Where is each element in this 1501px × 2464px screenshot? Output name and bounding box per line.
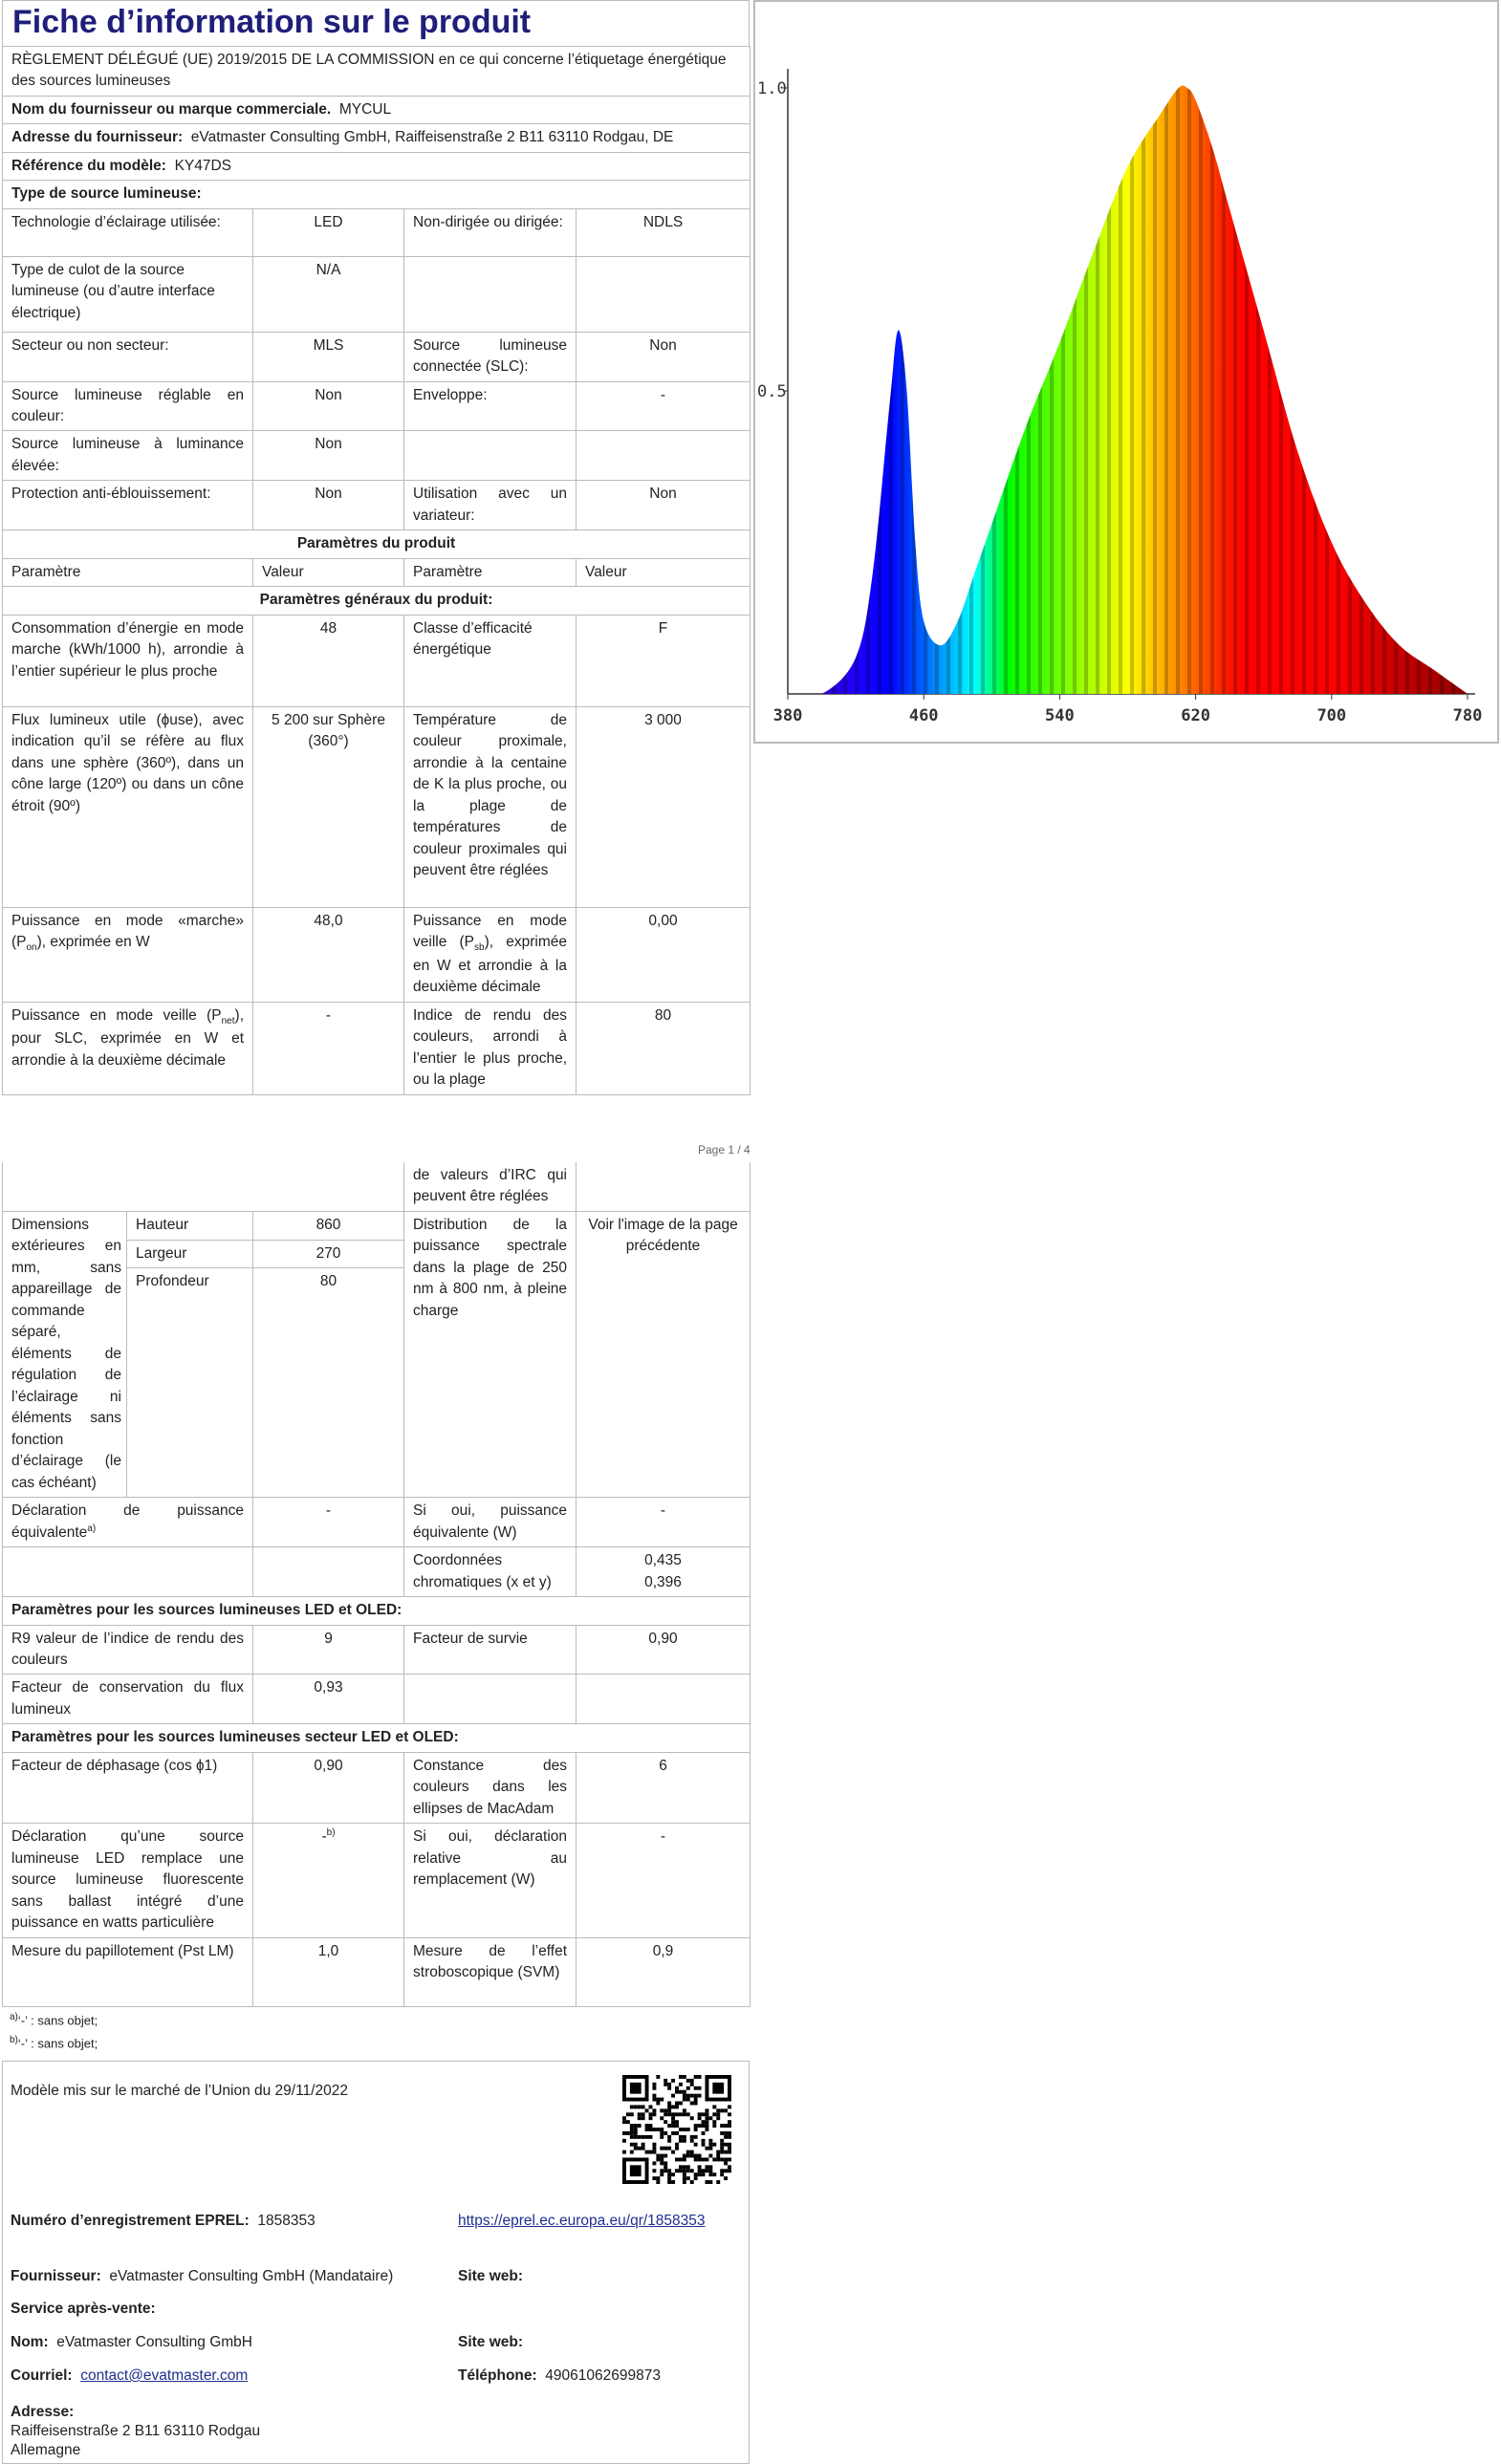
spectrum-svg bbox=[755, 2, 1497, 742]
equivalent-watts-label: Si oui, puissance équivalente (W) bbox=[404, 1498, 576, 1547]
equivalent-watts-value: - bbox=[576, 1498, 750, 1547]
model-row bbox=[3, 152, 750, 180]
eprel-link[interactable]: https://eprel.ec.europa.eu/qr/1858353 bbox=[458, 2212, 706, 2229]
tech-value: LED bbox=[253, 208, 404, 256]
empty-cell bbox=[404, 431, 576, 481]
svm-label: Mesure de l’effet stroboscopique (SVM) bbox=[404, 1937, 576, 2006]
x-tick-label: 460 bbox=[908, 706, 939, 725]
x-tick-label: 780 bbox=[1452, 706, 1483, 725]
flux-maintenance-label: Facteur de conservation du flux lumineux bbox=[3, 1675, 253, 1724]
macadam-label: Constance des couleurs dans les ellipses de MacAdam bbox=[404, 1752, 576, 1823]
page-number: Page 1 / 4 bbox=[698, 1143, 750, 1156]
website-label-2: Site web: bbox=[458, 2333, 524, 2350]
source-type-heading: Type de source lumineuse: bbox=[3, 181, 750, 208]
spd-value: Voir l'image de la page précédente bbox=[576, 1211, 750, 1497]
page-title: Fiche d’information sur le produit bbox=[2, 0, 750, 46]
empty-cell bbox=[576, 1675, 750, 1724]
efficiency-class-value: F bbox=[576, 615, 750, 706]
eprel-row: Numéro d’enregistrement EPREL: 1858353 bbox=[11, 2212, 315, 2229]
mains-label: Secteur ou non secteur: bbox=[3, 332, 253, 381]
address-line-2: Allemagne bbox=[11, 2441, 81, 2458]
spd-label: Distribution de la puissance spectrale dans la plage de 250 nm à 800 nm, à pleine charge bbox=[404, 1211, 576, 1497]
equivalent-power-label: Déclaration de puissance équivalente$^{a)}$ bbox=[3, 1498, 253, 1547]
model-label: Référence du modèle: bbox=[11, 157, 166, 174]
general-params-heading: Paramètres généraux du produit: bbox=[3, 587, 750, 615]
empty-cell bbox=[576, 431, 750, 481]
supplier-address-row bbox=[3, 124, 750, 152]
displacement-factor-value: 0,90 bbox=[253, 1752, 404, 1823]
empty-cell bbox=[576, 1162, 750, 1211]
replacement-watts-value: - bbox=[576, 1824, 750, 1937]
led-params-heading: Paramètres pour les sources lumineuses LED et OLED: bbox=[3, 1597, 750, 1625]
eprel-number: 1858353 bbox=[257, 2212, 315, 2229]
dim-value-height: 860 bbox=[253, 1211, 404, 1240]
col-value-header: Valeur bbox=[253, 558, 404, 586]
supplier-address-value: eVatmaster Consulting GmbH, Raiffeisenstraße 2 B11 63110 Rodgau, DE bbox=[190, 129, 674, 146]
email-link[interactable]: contact@evatmaster.com bbox=[80, 2367, 249, 2384]
chart-area bbox=[788, 86, 1468, 694]
high-luminance-label: Source lumineuse à luminance élevée: bbox=[3, 431, 253, 481]
dim-name-height: Hauteur bbox=[127, 1211, 253, 1240]
dim-name-width: Largeur bbox=[127, 1240, 253, 1268]
equivalent-power-value: - bbox=[253, 1498, 404, 1547]
empty-cell bbox=[253, 1547, 404, 1597]
website-label: Site web: bbox=[458, 2267, 524, 2284]
luminous-flux-value: 5 200 sur Sphère (360°) bbox=[253, 706, 404, 907]
flux-maintenance-value: 0,93 bbox=[253, 1675, 404, 1724]
color-tunable-label: Source lumineuse réglable en couleur: bbox=[3, 381, 253, 431]
color-tunable-value: Non bbox=[253, 381, 404, 431]
col-param-header: Paramètre bbox=[404, 558, 576, 586]
energy-consumption-value: 48 bbox=[253, 615, 404, 706]
svm-value: 0,9 bbox=[576, 1937, 750, 2006]
envelope-value: - bbox=[576, 381, 750, 431]
dim-name-depth: Profondeur bbox=[127, 1268, 253, 1498]
tech-label: Technologie d’éclairage utilisée: bbox=[3, 208, 253, 256]
directional-value: NDLS bbox=[576, 208, 750, 256]
dimensions-label: Dimensions extérieures en mm, sans appareillage de commande séparé, éléments de régulation de l’éclairage ni éléments sans fonction d’éclairage (le cas échéant) bbox=[3, 1211, 127, 1497]
supplier-name-label: Nom du fournisseur ou marque commerciale. bbox=[11, 100, 332, 118]
footnote-a: $^{a)}$‘-’ : sans objet; bbox=[10, 2011, 98, 2027]
macadam-value: 6 bbox=[576, 1752, 750, 1823]
chromaticity-values bbox=[576, 1547, 750, 1597]
x-tick-label: 700 bbox=[1316, 706, 1347, 725]
anti-glare-value: Non bbox=[253, 481, 404, 530]
x-tick-label: 540 bbox=[1045, 706, 1075, 725]
empty-cell bbox=[3, 1162, 404, 1211]
supplier-address-label: Adresse du fournisseur: bbox=[11, 129, 184, 146]
spectral-distribution-chart bbox=[753, 0, 1499, 744]
col-param-header: Paramètre bbox=[3, 558, 253, 586]
chromaticity-label: Coordonnées chromatiques (x et y) bbox=[404, 1547, 576, 1597]
flicker-value: 1,0 bbox=[253, 1937, 404, 2006]
cap-type-value: N/A bbox=[253, 256, 404, 332]
header-table bbox=[2, 46, 750, 1095]
chromaticity-y: 0,396 bbox=[644, 1573, 682, 1590]
efficiency-class-label: Classe d’efficacité énergétique bbox=[404, 615, 576, 706]
qr-code-icon[interactable] bbox=[622, 2075, 731, 2184]
networked-standby-value: - bbox=[253, 1002, 404, 1094]
service-name-row: Nom: eVatmaster Consulting GmbH bbox=[11, 2333, 252, 2350]
cri-label-continued: de valeurs d’IRC qui peuvent être réglées bbox=[404, 1162, 576, 1211]
networked-standby-label: Puissance en mode veille $(P_{net})$, pour SLC, exprimée en W et arrondie à la deuxième décimale bbox=[3, 1002, 253, 1094]
anti-glare-label: Protection anti-éblouissement: bbox=[3, 481, 253, 530]
address-line-1: Raiffeisenstraße 2 B11 63110 Rodgau bbox=[11, 2422, 261, 2439]
connected-value: Non bbox=[576, 332, 750, 381]
supplier-row: Fournisseur: eVatmaster Consulting GmbH (Mandataire) bbox=[11, 2267, 394, 2284]
page2-table bbox=[2, 1162, 750, 2007]
supplier-name-value: MYCUL bbox=[338, 100, 392, 118]
page-1 bbox=[2, 0, 750, 1095]
y-tick-label: 1.0 bbox=[757, 79, 787, 98]
market-date: Modèle mis sur le marché de l’Union du 29/11/2022 bbox=[11, 2082, 348, 2099]
mains-value: MLS bbox=[253, 332, 404, 381]
spectrum-series-stripes bbox=[788, 86, 1468, 694]
x-tick-label: 380 bbox=[772, 706, 803, 725]
replacement-claim-label: Déclaration qu’une source lumineuse LED remplace une source lumineuse fluorescente sans ballast intégré d’une puissance en watts particulière bbox=[3, 1824, 253, 1937]
x-tick-label: 620 bbox=[1181, 706, 1210, 725]
mains-params-heading: Paramètres pour les sources lumineuses secteur LED et OLED: bbox=[3, 1724, 750, 1752]
empty-cell bbox=[576, 256, 750, 332]
connected-label: Source lumineuse connectée (SLC): bbox=[404, 332, 576, 381]
envelope-label: Enveloppe: bbox=[404, 381, 576, 431]
address-label: Adresse: bbox=[11, 2403, 75, 2420]
dim-value-width: 270 bbox=[253, 1240, 404, 1268]
dimmer-label: Utilisation avec un variateur: bbox=[404, 481, 576, 530]
replacement-watts-label: Si oui, déclaration relative au remplacement (W) bbox=[404, 1824, 576, 1937]
page-2 bbox=[2, 1162, 750, 2464]
supplier-info-box bbox=[2, 2061, 750, 2464]
supplier-name-row bbox=[3, 96, 750, 123]
directional-label: Non-dirigée ou dirigée: bbox=[404, 208, 576, 256]
luminous-flux-label: Flux lumineux utile (ɸuse), avec indication qu’il se réfère au flux dans une sphère (360º), dans un cône large (120º) ou dans un cône étroit (90º) bbox=[3, 706, 253, 907]
product-params-heading: Paramètres du produit bbox=[3, 530, 750, 558]
on-mode-power-value: 48,0 bbox=[253, 907, 404, 1002]
r9-label: R9 valeur de l’indice de rendu des couleurs bbox=[3, 1625, 253, 1675]
empty-cell bbox=[404, 256, 576, 332]
cri-value: 80 bbox=[576, 1002, 750, 1094]
cct-value: 3 000 bbox=[576, 706, 750, 907]
high-luminance-value: Non bbox=[253, 431, 404, 481]
standby-power-value: 0,00 bbox=[576, 907, 750, 1002]
standby-power-label: Puissance en mode veille $(P_{sb})$, exprimée en W et arrondie à la deuxième décimale bbox=[404, 907, 576, 1002]
empty-cell bbox=[3, 1547, 253, 1597]
r9-value: 9 bbox=[253, 1625, 404, 1675]
regulation-text: RÈGLEMENT DÉLÉGUÉ (UE) 2019/2015 DE LA COMMISSION en ce qui concerne l’étiquetage énergétique des sources lumineuses bbox=[3, 46, 750, 96]
on-mode-power-label: Puissance en mode «marche» $(P_{on})$, exprimée en W bbox=[3, 907, 253, 1002]
phone-row: Téléphone: 49061062699873 bbox=[458, 2367, 661, 2384]
cri-label: Indice de rendu des couleurs, arrondi à l’entier le plus proche, ou la plage bbox=[404, 1002, 576, 1094]
survival-factor-label: Facteur de survie bbox=[404, 1625, 576, 1675]
email-row: Courriel: contact@evatmaster.com bbox=[11, 2367, 249, 2384]
displacement-factor-label: Facteur de déphasage (cos ɸ1) bbox=[3, 1752, 253, 1823]
footnote-b: $^{b)}$‘-’ : sans objet; bbox=[10, 2034, 98, 2051]
col-value-header: Valeur bbox=[576, 558, 750, 586]
chromaticity-x: 0,435 bbox=[644, 1552, 682, 1569]
replacement-claim-value: -$^{b)}$ bbox=[253, 1824, 404, 1937]
dimmer-value: Non bbox=[576, 481, 750, 530]
empty-cell bbox=[404, 1675, 576, 1724]
service-heading: Service après-vente: bbox=[11, 2300, 156, 2317]
model-value: KY47DS bbox=[174, 157, 232, 174]
survival-factor-value: 0,90 bbox=[576, 1625, 750, 1675]
cap-type-label: Type de culot de la source lumineuse (ou d’autre interface électrique) bbox=[3, 256, 253, 332]
y-tick-label: 0.5 bbox=[757, 382, 787, 401]
flicker-label: Mesure du papillotement (Pst LM) bbox=[3, 1937, 253, 2006]
cct-label: Température de couleur proximale, arrondie à la centaine de K la plus proche, ou la plage de températures de couleur proximales qui peuvent être réglées bbox=[404, 706, 576, 907]
dim-value-depth: 80 bbox=[253, 1268, 404, 1498]
energy-consumption-label: Consommation d’énergie en mode marche (kWh/1000 h), arrondie à l’entier supérieur le plus proche bbox=[3, 615, 253, 706]
